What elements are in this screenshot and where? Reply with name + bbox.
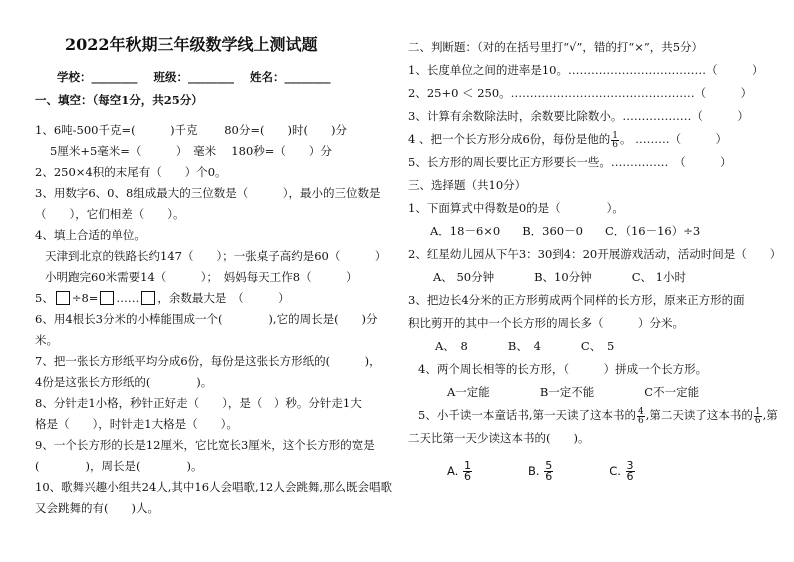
denominator: 6 <box>754 415 761 426</box>
option <box>609 458 635 484</box>
option: A、 50分钟 <box>433 270 495 284</box>
choice-question <box>408 404 786 427</box>
option: A．18－6×0 <box>430 224 501 238</box>
option: B、 4 <box>507 339 541 353</box>
question-text: ,第二天读了这本书的 <box>645 408 753 422</box>
question-text: ，余数最大是 （ ） <box>157 291 290 305</box>
question-text: 。 ………（ ） <box>620 132 728 146</box>
option: C．（16－16）÷3 <box>604 224 701 238</box>
numerator: 5 <box>545 459 553 472</box>
denominator: 6 <box>463 470 471 483</box>
options-row <box>408 381 786 404</box>
question-text: ,第 <box>762 408 778 422</box>
question-text: 2、250×4积的末尾有（ ）个0。 <box>35 165 227 179</box>
choice-question: 二天比第一天少读这本书的( )。 <box>408 431 590 445</box>
division-text: ÷8= <box>71 291 99 305</box>
question-text: 天津到北京的铁路长约147（ ）；一张桌子高约是60（ ） <box>45 249 387 263</box>
blank-box <box>141 291 155 305</box>
judge-item: 2、25+0 ＜ 250。…………………………………………（ ） <box>408 86 753 100</box>
question-text: 9、一个长方形的长是12厘米，它比宽长3厘米，这个长方形的宽是 <box>35 438 375 452</box>
choice-question: 积比剪开的其中一个长方形的周长多（ ）分米。 <box>408 316 684 330</box>
question-text: 格是（ ），时针走1大格是（ ）。 <box>35 417 238 431</box>
fraction <box>463 461 472 482</box>
class-field: 班级：________ <box>153 70 234 84</box>
blank-box <box>56 291 70 305</box>
question-text: 5厘米+5毫米=（ ） 毫米 180秒=（ ）分 <box>50 144 332 158</box>
numerator: 1 <box>463 459 471 472</box>
option: A、 8 <box>435 339 468 353</box>
question-text: 5、小千读一本童话书,第一天读了这本书的 <box>418 408 636 422</box>
options-row <box>408 220 786 243</box>
options-row <box>408 458 786 484</box>
dots: …… <box>116 291 140 305</box>
question-number: 5、 <box>35 291 54 305</box>
option: B一定不能 <box>539 385 595 399</box>
question-text: 3、用数字6、0、8组成最大的三位数是（ ），最小的三位数是 <box>35 186 381 200</box>
page-title: 2022年秋期三年级数学线上测试题 <box>65 35 318 54</box>
question-text: 1、6吨-500千克=( )千克 80分=( )时( )分 <box>35 123 347 137</box>
choice-question: 3、把边长4分米的正方形剪成两个同样的长方形，原来正方形的面 <box>408 293 745 307</box>
fraction <box>637 408 645 425</box>
fraction <box>611 132 619 149</box>
left-column <box>35 35 397 519</box>
blank-box <box>100 291 114 305</box>
right-column <box>408 36 786 484</box>
choice-question: 4、两个周长相等的长方形，（ ）拼成一个长方形。 <box>418 362 708 376</box>
question-text: 4 、把一个长方形分成6份，每份是他的 <box>408 132 611 146</box>
option: C不一定能 <box>644 385 700 399</box>
student-info-row <box>35 67 397 88</box>
question-text: 8、分针走1小格，秒针正好走（ ），是（ ）秒。分针走1大 <box>35 396 362 410</box>
option <box>528 458 554 484</box>
options-row <box>408 266 786 289</box>
section-heading: 三、选择题（共10分） <box>408 178 527 192</box>
option: C、 5 <box>580 339 615 353</box>
options-row <box>408 335 786 358</box>
question-text: 小明跑完60米需要14（ ）； 妈妈每天工作8（ ） <box>45 270 358 284</box>
question-text: 4、填上合适的单位。 <box>35 228 146 242</box>
question-text: 4份是这张长方形纸的( )。 <box>35 375 213 389</box>
school-field: 学校：________ <box>57 70 138 84</box>
numerator: 3 <box>626 459 634 472</box>
option: B．360－0 <box>522 224 583 238</box>
judge-item <box>408 128 786 151</box>
section-heading: 二、判断题：（对的在括号里打“√”，错的打“×”，共5分） <box>408 40 704 54</box>
choice-question: 2、红星幼儿园从下午3：30到4：20开展游戏活动，活动时间是（ ） <box>408 247 782 261</box>
option-letter: A. <box>447 464 459 478</box>
question-5 <box>35 288 397 309</box>
fraction <box>626 461 635 482</box>
option <box>447 458 473 484</box>
option-letter: B. <box>527 464 540 478</box>
option: A一定能 <box>447 385 490 399</box>
fraction <box>754 408 762 425</box>
question-text: 6、用4根长3分米的小棒能围成一个( ),它的周长是( )分米。 <box>35 312 378 347</box>
option: C、 1小时 <box>631 270 686 284</box>
question-text: 7、把一张长方形纸平均分成6份，每份是这张长方形纸的( )， <box>35 354 381 368</box>
judge-item: 1、长度单位之间的进率是10。………………………………（ ） <box>408 63 764 77</box>
question-text: 10、歌舞兴趣小组共24人,其中16人会唱歌,12人会跳舞,那么既会唱歌 <box>35 480 392 494</box>
judge-item: 3、计算有余数除法时，余数要比除数小。………………（ ） <box>408 109 749 123</box>
choice-question: 1、下面算式中得数是0的是（ ）。 <box>408 201 624 215</box>
option: B、10分钟 <box>534 270 592 284</box>
name-field: 姓名：________ <box>250 70 331 84</box>
denominator: 6 <box>612 139 619 150</box>
fraction <box>544 461 553 482</box>
section-heading: 一、填空：（每空1分，共25分） <box>35 93 203 107</box>
denominator: 6 <box>545 470 553 483</box>
numerator: 4 <box>637 406 644 417</box>
judge-item: 5、长方形的周长要比正方形要长一些。…………… （ ） <box>408 155 732 169</box>
denominator: 6 <box>637 415 644 426</box>
numerator: 1 <box>612 130 619 141</box>
option-letter: C. <box>609 464 621 478</box>
question-text: 又会跳舞的有( )人。 <box>35 501 159 515</box>
numerator: 1 <box>754 406 761 417</box>
question-text: （ ），它们相差（ ）。 <box>35 207 185 221</box>
question-text: ( )，周长是( )。 <box>35 459 203 473</box>
denominator: 6 <box>626 470 634 483</box>
